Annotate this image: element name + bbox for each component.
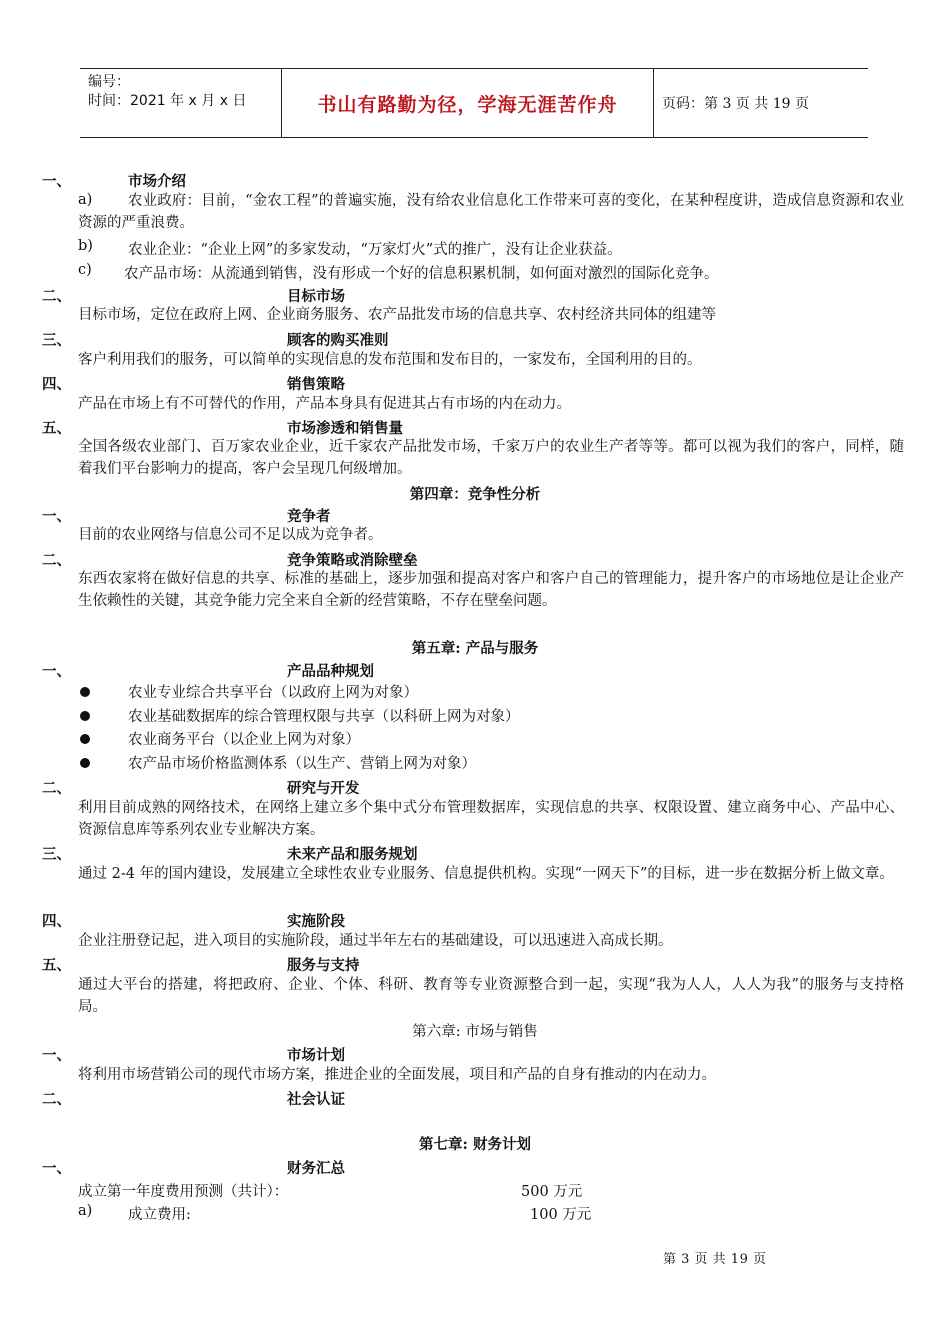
section-number: 二、 — [42, 552, 71, 569]
chapter-title: 第六章: 市场与销售 — [412, 1024, 538, 1040]
section-title: 市场介绍 — [128, 173, 186, 190]
paragraph: 通过大平台的搭建，将把政府、企业、个体、科研、教育等专业资源整合到一起，实现“我为人人，人人为我”的服务与支持格局。 — [78, 977, 904, 1015]
section-number: 二、 — [42, 780, 71, 797]
section-title: 未来产品和服务规划 — [287, 846, 418, 863]
setup-cost-label: 成立费用: — [128, 1207, 191, 1223]
header-page-info: 页码：第 3 页 共 19 页 — [662, 96, 809, 112]
bullet-icon — [80, 711, 90, 721]
section-title: 服务与支持 — [287, 957, 360, 974]
bullet-icon — [80, 734, 90, 744]
header-motto: 书山有路勤为径，学海无涯苦作舟 — [282, 69, 654, 137]
setup-cost-amount: 100 万元 — [530, 1207, 592, 1223]
header-meta — [80, 69, 282, 137]
paragraph: 通过 2-4 年的国内建设，发展建立全球性农业专业服务、信息提供机构。实现“一网天下”的目标，进一步在数据分析上做文章。 — [78, 866, 894, 882]
section-title: 顾客的购买准则 — [287, 332, 389, 349]
paragraph: 目前的农业网络与信息公司不足以成为竞争者。 — [78, 527, 383, 543]
paragraph: 利用目前成熟的网络技术，在网络上建立多个集中式分布管理数据库，实现信息的共享、权限设置、建立商务中心、产品中心、资源信息库等系列农业专业解决方案。 — [78, 800, 904, 838]
section-title: 竞争者 — [287, 508, 331, 525]
list-item: 农业专业综合共享平台（以政府上网为对象） — [128, 685, 418, 701]
section-number: 一、 — [42, 1047, 71, 1064]
list-item: 农业商务平台（以企业上网为对象） — [128, 732, 360, 748]
total-cost-label: 成立第一年度费用预测（共计）： — [78, 1184, 289, 1200]
item-label: a) — [78, 1203, 93, 1219]
list-item: 农业企业：“企业上网”的多家发动，“万家灯火”式的推广，没有让企业获益。 — [128, 242, 622, 258]
page-header — [80, 68, 868, 138]
section-title: 销售策略 — [287, 376, 345, 393]
chapter-title: 第七章: 财务计划 — [419, 1136, 531, 1153]
section-title: 市场计划 — [287, 1047, 345, 1064]
header-code: 编号： — [88, 74, 130, 90]
section-number: 一、 — [42, 1160, 71, 1177]
bullet-icon — [80, 758, 90, 768]
paragraph: 农业政府：目前，“金农工程”的普遍实施，没有给农业信息化工作带来可喜的变化，在某种程度讲，造成信息资源和农业资源的严重浪费。 — [78, 193, 904, 231]
bullet-icon — [80, 687, 90, 697]
section-number: 二、 — [42, 288, 71, 305]
chapter-title: 第四章：竞争性分析 — [409, 486, 541, 503]
list-item: 农业基础数据库的综合管理权限与共享（以科研上网为对象） — [128, 709, 520, 725]
list-item: 农产品市场价格监测体系（以生产、营销上网为对象） — [128, 756, 476, 772]
section-title: 目标市场 — [287, 288, 345, 305]
header-time: 时间：2021 年 x 月 x 日 — [88, 93, 247, 109]
section-number: 五、 — [42, 420, 71, 437]
section-title: 市场渗透和销售量 — [287, 420, 403, 437]
page-footer: 第 3 页 共 19 页 — [663, 1252, 767, 1267]
total-cost-amount: 500 万元 — [521, 1184, 583, 1200]
paragraph: 全国各级农业部门、百万家农业企业，近千家农产品批发市场，千家万户的农业生产者等等。都可以视为我们的客户，同样，随着我们平台影响力的提高，客户会呈现几何级增加。 — [78, 439, 904, 477]
section-title: 财务汇总 — [287, 1160, 345, 1177]
chapter-title: 第五章: 产品与服务 — [411, 640, 539, 657]
item-label: b) — [78, 238, 93, 254]
paragraph: 目标市场，定位在政府上网、企业商务服务、农产品批发市场的信息共享、农村经济共同体的组建等 — [78, 307, 716, 323]
paragraph: 产品在市场上有不可替代的作用，产品本身具有促进其占有市场的内在动力。 — [78, 396, 571, 412]
section-title: 社会认证 — [287, 1091, 345, 1108]
section-number: 三、 — [42, 846, 71, 863]
section-number: 三、 — [42, 332, 71, 349]
section-number: 四、 — [42, 913, 71, 930]
section-number: 一、 — [42, 663, 71, 680]
section-title: 研究与开发 — [287, 780, 360, 797]
section-number: 四、 — [42, 376, 71, 393]
section-title: 竞争策略或消除壁垒 — [287, 552, 418, 569]
section-number: 二、 — [42, 1091, 71, 1108]
paragraph: 企业注册登记起，进入项目的实施阶段，通过半年左右的基础建设，可以迅速进入高成长期。 — [78, 933, 673, 949]
section-title: 产品品种规划 — [287, 663, 374, 680]
paragraph: 客户利用我们的服务，可以简单的实现信息的发布范围和发布目的，一家发布，全国利用的目的。 — [78, 352, 702, 368]
item-label: c) — [78, 262, 92, 278]
paragraph: 将利用市场营销公司的现代市场方案，推进企业的全面发展，项目和产品的自身有推动的内在动力。 — [78, 1067, 716, 1083]
section-number: 一、 — [42, 173, 71, 190]
section-number: 一、 — [42, 508, 71, 525]
paragraph: 东西农家将在做好信息的共享、标准的基础上，逐步加强和提高对客户和客户自己的管理能力，提升客户的市场地位是让企业产生依赖性的关键，其竞争能力完全来自全新的经营策略，不存在壁垒问题。 — [78, 571, 904, 609]
section-title: 实施阶段 — [287, 913, 345, 930]
list-item: 农产品市场：从流通到销售，没有形成一个好的信息积累机制，如何面对激烈的国际化竞争。 — [124, 266, 719, 282]
item-label: a) — [78, 192, 93, 208]
section-number: 五、 — [42, 957, 71, 974]
